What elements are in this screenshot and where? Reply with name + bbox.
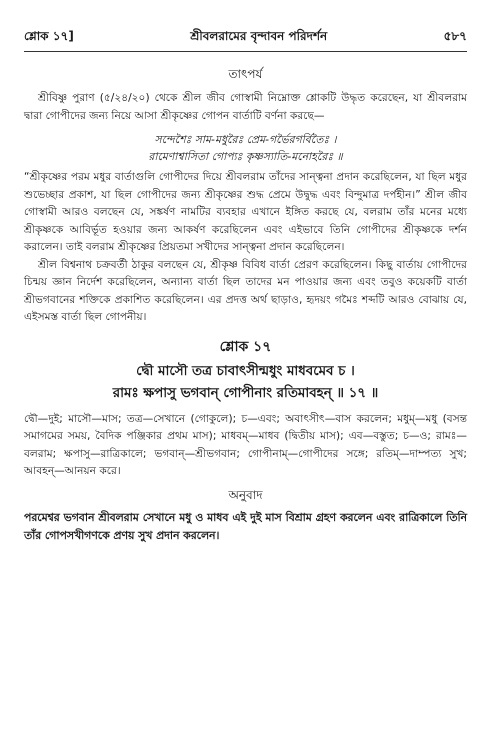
sloka-number: শ্লোক ১৭ bbox=[219, 338, 272, 355]
quoted-verse-line-1: সন্দেশৈঃ সাম-মধুরৈঃ প্রেম-গর্ভৈরগর্বিতৈঃ । bbox=[154, 133, 337, 146]
quoted-verse-line-2: রামেণাশ্বাসিতা গোপ্যঃ কৃষ্ণস্যাতি-মনোহরৈঃ ॥ bbox=[148, 150, 343, 163]
sloka-line-1: দ্বৌ মাসৌ তত্র চাবাৎসীন্মধুং মাধবমেব চ । bbox=[136, 363, 355, 379]
quoted-verse bbox=[24, 131, 467, 165]
running-header bbox=[24, 28, 467, 52]
page bbox=[24, 28, 467, 545]
translation-text: পরমেশ্বর ভগবান শ্রীবলরাম সেখানে মধু ও মাধব এই দুই মাস বিশ্রাম গ্রহণ করলেন এবং রাত্রিকালে তিনি তাঁর গোপসখীগণকে প্রণয় সুখ প্রদান করলেন। bbox=[24, 510, 467, 542]
translation-title: অনুবাদ bbox=[228, 487, 263, 502]
sloka-text bbox=[24, 361, 467, 405]
purport-paragraph-2: “শ্রীকৃষ্ণের পরম মধুর বার্তাগুলি গোপীদের দিয়ে শ্রীবলরাম তাঁদের সান্ত্বনা প্রদান করেছিলেন, যা ছিল মধুর শুভেচ্ছার প্রকাশ, যা ছিল গোপীদের জন্য শ্রীকৃষ্ণের শুদ্ধ প্রেমে উদ্বুদ্ধ এবং বিন্দুমাত্র দর্পহীন।” শ্রীল জীব গোস্বামী আরও বলছেন যে, সঙ্কর্ষণ নামটির ব্যবহার এখানে ইঙ্গিত করছে যে, বলরাম তাঁর মনের মধ্যে শ্রীকৃষ্ণকে আবির্ভূত হওয়ার জন্য আকর্ষণ করেছিলেন এবং এইভাবে তিনি গোপীদের শ্রীকৃষ্ণকে দর্শন করালেন। তাই বলরাম শ্রীকৃষ্ণের প্রিয়তমা সখীদের সান্ত্বনা প্রদান করেছিলেন। bbox=[24, 171, 467, 253]
sloka-line-2: রামঃ ক্ষপাসু ভগবান্ গোপীনাং রতিমাবহন্ ॥ ১৭ ॥ bbox=[112, 385, 379, 401]
purport-intro: শ্রীবিষ্ণু পুরাণ (৫/২৪/২০) থেকে শ্রীল জীব গোস্বামী নিম্নোক্ত শ্লোকটি উদ্ধৃত করেছেন, যা শ্রীবলরাম দ্বারা গোপীদের জন্য নিয়ে আসা শ্রীকৃষ্ণের গোপন বার্তাটি বর্ণনা করছে— bbox=[24, 92, 467, 122]
page-number: ৫৮৭ bbox=[443, 29, 467, 43]
header-title: শ্রীবলরামের বৃন্দাবন পরিদর্শন bbox=[190, 29, 328, 43]
purport-title: তাৎপর্য bbox=[228, 67, 263, 81]
purport-paragraph-3: শ্রীল বিশ্বনাথ চক্রবর্তী ঠাকুর বলছেন যে, শ্রীকৃষ্ণ বিবিধ বার্তা প্রেরণ করেছিলেন। কিছু বার্তায় গোপীদের চিন্ময় জ্ঞান নির্দেশ করেছিলেন, অন্যান্য বার্তা ছিল তাদের মন পাওয়ার জন্য এবং তবুও কয়েকটি বার্তা শ্রীভগবানের শক্তিকে প্রকাশিত করেছিলেন। এর প্রদত্ত অর্থ ছাড়াও, হৃদয়ং গমৈঃ শব্দটি আরও বোঝায় যে, এইসমস্ত বার্তা ছিল গোপনীয়। bbox=[24, 258, 467, 323]
word-meanings: দ্বৌ—দুই; মাসৌ—মাস; তত্র—সেখানে (গোকুলে); চ—এবং; অবাৎসীৎ—বাস করলেন; মধুম্—মধু (বসন্ত সমাগমের সময়, বৈদিক পঞ্জিকার প্রথম মাস); মাধবম্—মাধব (দ্বিতীয় মাস); এব—বস্তুত; চ—ও; রামঃ—বলরাম; ক্ষপাসু—রাত্রিকালে; ভগবান্—শ্রীভগবান; গোপীনাম্—গোপীদের সঙ্গে; রতিম্—দাম্পত্য সুখ; আবহন্—আনয়ন করে। bbox=[24, 412, 467, 477]
header-left: শ্লোক ১৭] bbox=[24, 29, 74, 43]
